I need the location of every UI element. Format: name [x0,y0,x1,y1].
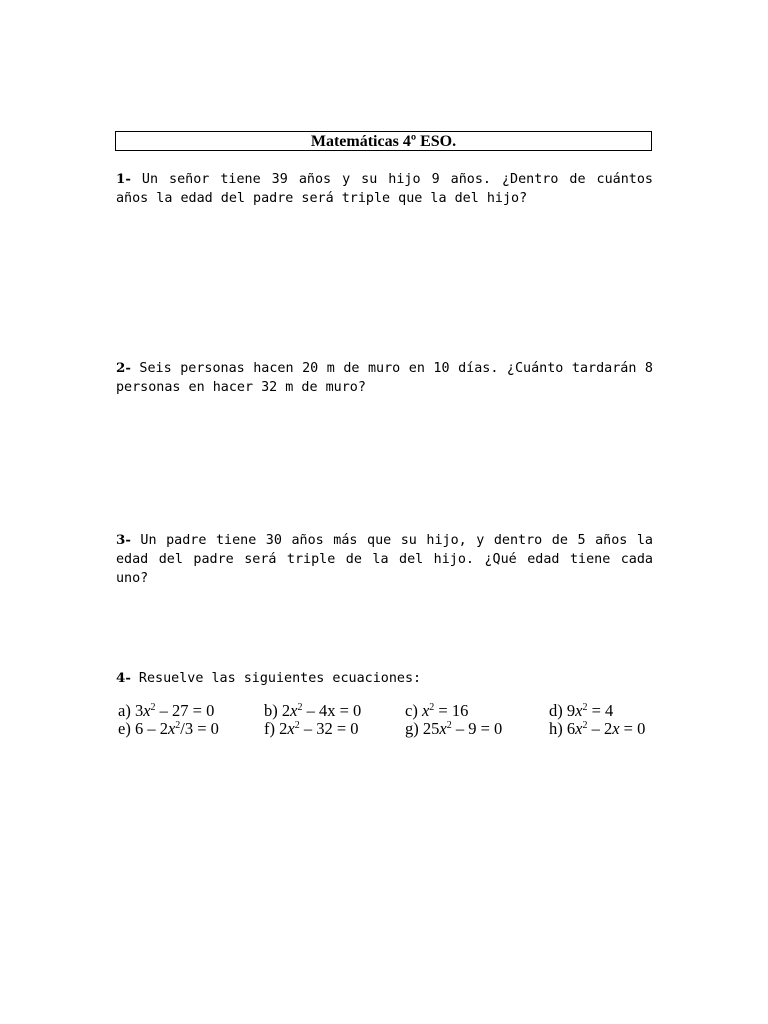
problem-number: 4- [116,670,131,686]
equation-label: a) [118,701,131,720]
equation-label: b) [264,701,278,720]
equation-part: – 2 [587,719,613,738]
equation-variable: x [290,701,298,720]
equation-label: h) [549,719,563,738]
equation-variable: x [612,719,620,738]
problem-3 [116,531,653,588]
equation-part: – 32 = 0 [299,719,359,738]
equation-c [405,702,549,720]
equation-part: 9 [566,701,576,720]
equation-exponent: 2 [582,720,588,731]
equation-part: – 27 = 0 [155,701,215,720]
equation-part: = 0 [619,719,646,738]
equation-variable: x [287,719,295,738]
problem-4 [116,669,653,688]
equation-part: 2 [279,719,288,738]
equation-part: 2 [281,701,291,720]
equations-grid [118,702,658,738]
equation-exponent: 2 [294,720,300,731]
equation-part: /3 = 0 [180,719,219,738]
equation-exponent: 2 [582,702,588,713]
equation-label: f) [264,719,275,738]
equation-part: 6 – 2 [134,719,168,738]
problem-number: 2- [116,360,131,376]
equation-exponent: 2 [446,720,452,731]
equation-label: e) [118,719,131,738]
equation-label: g) [405,719,419,738]
equation-variable: x [575,701,583,720]
equation-exponent: 2 [429,702,435,713]
equation-variable: x [167,719,176,738]
page-title: Matemáticas 4º ESO. [115,131,652,151]
equation-e [118,720,264,738]
equation-variable: x [575,719,583,738]
equation-part: = 4 [587,701,614,720]
problem-text: Resuelve las siguientes ecuaciones: [130,671,422,686]
equations-row-1 [118,702,658,720]
problem-number: 3- [116,532,131,548]
equation-b [264,702,405,720]
equation-d [549,702,658,720]
equation-exponent: 2 [150,702,156,713]
equation-part: = 16 [434,701,469,720]
equation-variable: x [439,719,447,738]
equation-exponent: 2 [175,720,181,731]
equation-exponent: 2 [297,702,303,713]
problem-text: Un padre tiene 30 años más que su hijo, y dentro de 5 años la edad del padre será triple de la del hijo. ¿Qué edad tiene cada uno? [116,533,653,586]
equation-part: – 4x = 0 [302,701,362,720]
equation-label: d) [549,701,563,720]
equations-row-2 [118,720,658,738]
equation-h [549,720,658,738]
equation-label: c) [405,701,418,720]
problem-1 [116,170,653,208]
equation-part: 6 [566,719,576,738]
equation-part: 25 [422,719,440,738]
equation-variable: x [143,701,151,720]
problem-text: Seis personas hacen 20 m de muro en 10 días. ¿Cuánto tardarán 8 personas en hacer 32 m de muro? [116,361,653,395]
equation-part: 3 [134,701,144,720]
problem-number: 1- [116,171,131,187]
equation-g [405,720,549,738]
problem-2 [116,359,653,397]
equation-f [264,720,405,738]
equation-a [118,702,264,720]
equation-variable: x [421,701,430,720]
equation-part: – 9 = 0 [451,719,503,738]
problem-text: Un señor tiene 39 años y su hijo 9 años. ¿Dentro de cuántos años la edad del padre será triple que la del hijo? [116,172,653,206]
